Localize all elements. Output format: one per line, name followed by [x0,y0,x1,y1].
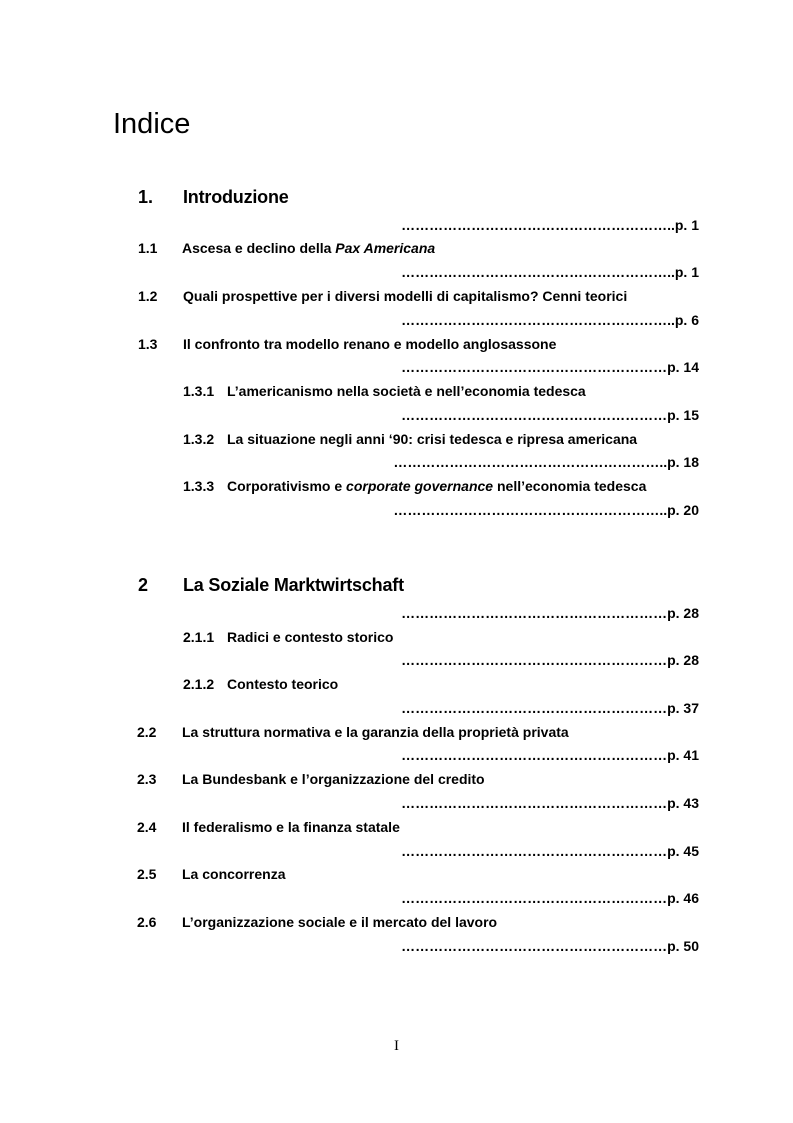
subsection-2-1-2-number: 2.1.2 [183,676,215,692]
chapter-2-title[interactable]: La Soziale Marktwirtschaft [183,575,404,595]
section-1-1-number: 1.1 [138,240,158,256]
section-2-6-page[interactable]: …………………………………………………p. 50 [401,938,699,954]
section-2-2-title[interactable]: La struttura normativa e la garanzia della proprietà privata [182,724,569,740]
chapter-2-page[interactable]: …………………………………………………p. 28 [401,605,699,621]
subsection-1-3-1-page[interactable]: …………………………………………………p. 15 [401,407,699,423]
section-2-2-number: 2.2 [137,724,157,740]
section-1-3-title[interactable]: Il confronto tra modello renano e modello anglosassone [183,336,557,352]
subsection-2-1-1-number: 2.1.1 [183,629,215,645]
subsection-1-3-2-number: 1.3.2 [183,431,215,447]
subsection-1-3-3-number: 1.3.3 [183,478,215,494]
section-2-4-title[interactable]: Il federalismo e la finanza statale [182,819,400,835]
section-2-4-page[interactable]: …………………………………………………p. 45 [401,843,699,859]
subsection-2-1-1-page[interactable]: …………………………………………………p. 28 [401,652,699,668]
subsection-2-1-1-title[interactable]: Radici e contesto storico [227,629,394,645]
section-1-2-title[interactable]: Quali prospettive per i diversi modelli di capitalismo? Cenni teorici [183,288,628,304]
section-1-1-page[interactable]: …………………………………………………..p. 1 [401,264,699,280]
section-2-5-title[interactable]: La concorrenza [182,866,286,882]
section-1-2-number: 1.2 [138,288,158,304]
chapter-2-number: 2 [138,575,149,595]
section-2-5-number: 2.5 [137,866,157,882]
subsection-1-3-1-number: 1.3.1 [183,383,215,399]
subsection-2-1-2-title[interactable]: Contesto teorico [227,676,339,692]
subsection-1-3-3-italic: corporate governance [346,478,494,494]
section-2-3-title[interactable]: La Bundesbank e l’organizzazione del credito [182,771,485,787]
subsection-1-3-3-page[interactable]: …………………………………………………..p. 20 [393,502,699,518]
subsection-1-3-1-title[interactable]: L’americanismo nella società e nell’economia tedesca [227,383,586,399]
chapter-1-page[interactable]: …………………………………………………..p. 1 [401,217,699,233]
section-1-3-number: 1.3 [138,336,158,352]
subsection-2-1-2-page[interactable]: …………………………………………………p. 37 [401,700,699,716]
section-1-3-page[interactable]: …………………………………………………p. 14 [401,359,699,375]
section-2-4-number: 2.4 [137,819,157,835]
chapter-1-number: 1. [138,187,154,207]
subsection-1-3-2-title[interactable]: La situazione negli anni ‘90: crisi tedesca e ripresa americana [227,431,638,447]
section-2-3-number: 2.3 [137,771,157,787]
section-2-5-page[interactable]: …………………………………………………p. 46 [401,890,699,906]
section-1-1-title[interactable]: Ascesa e declino della Pax Americana [182,240,436,256]
section-2-6-number: 2.6 [137,914,157,930]
chapter-1-title[interactable]: Introduzione [183,187,289,207]
subsection-1-3-3-title[interactable]: Corporativismo e corporate governance nell’economia tedesca [227,478,647,494]
page-title: Indice [113,108,191,140]
section-1-2-page[interactable]: …………………………………………………..p. 6 [401,312,699,328]
section-2-6-title[interactable]: L’organizzazione sociale e il mercato del lavoro [182,914,498,930]
section-2-2-page[interactable]: …………………………………………………p. 41 [401,747,699,763]
page-number: I [394,1038,399,1054]
section-1-1-italic: Pax Americana [335,240,436,256]
section-2-3-page[interactable]: …………………………………………………p. 43 [401,795,699,811]
subsection-1-3-2-page[interactable]: …………………………………………………..p. 18 [393,454,699,470]
